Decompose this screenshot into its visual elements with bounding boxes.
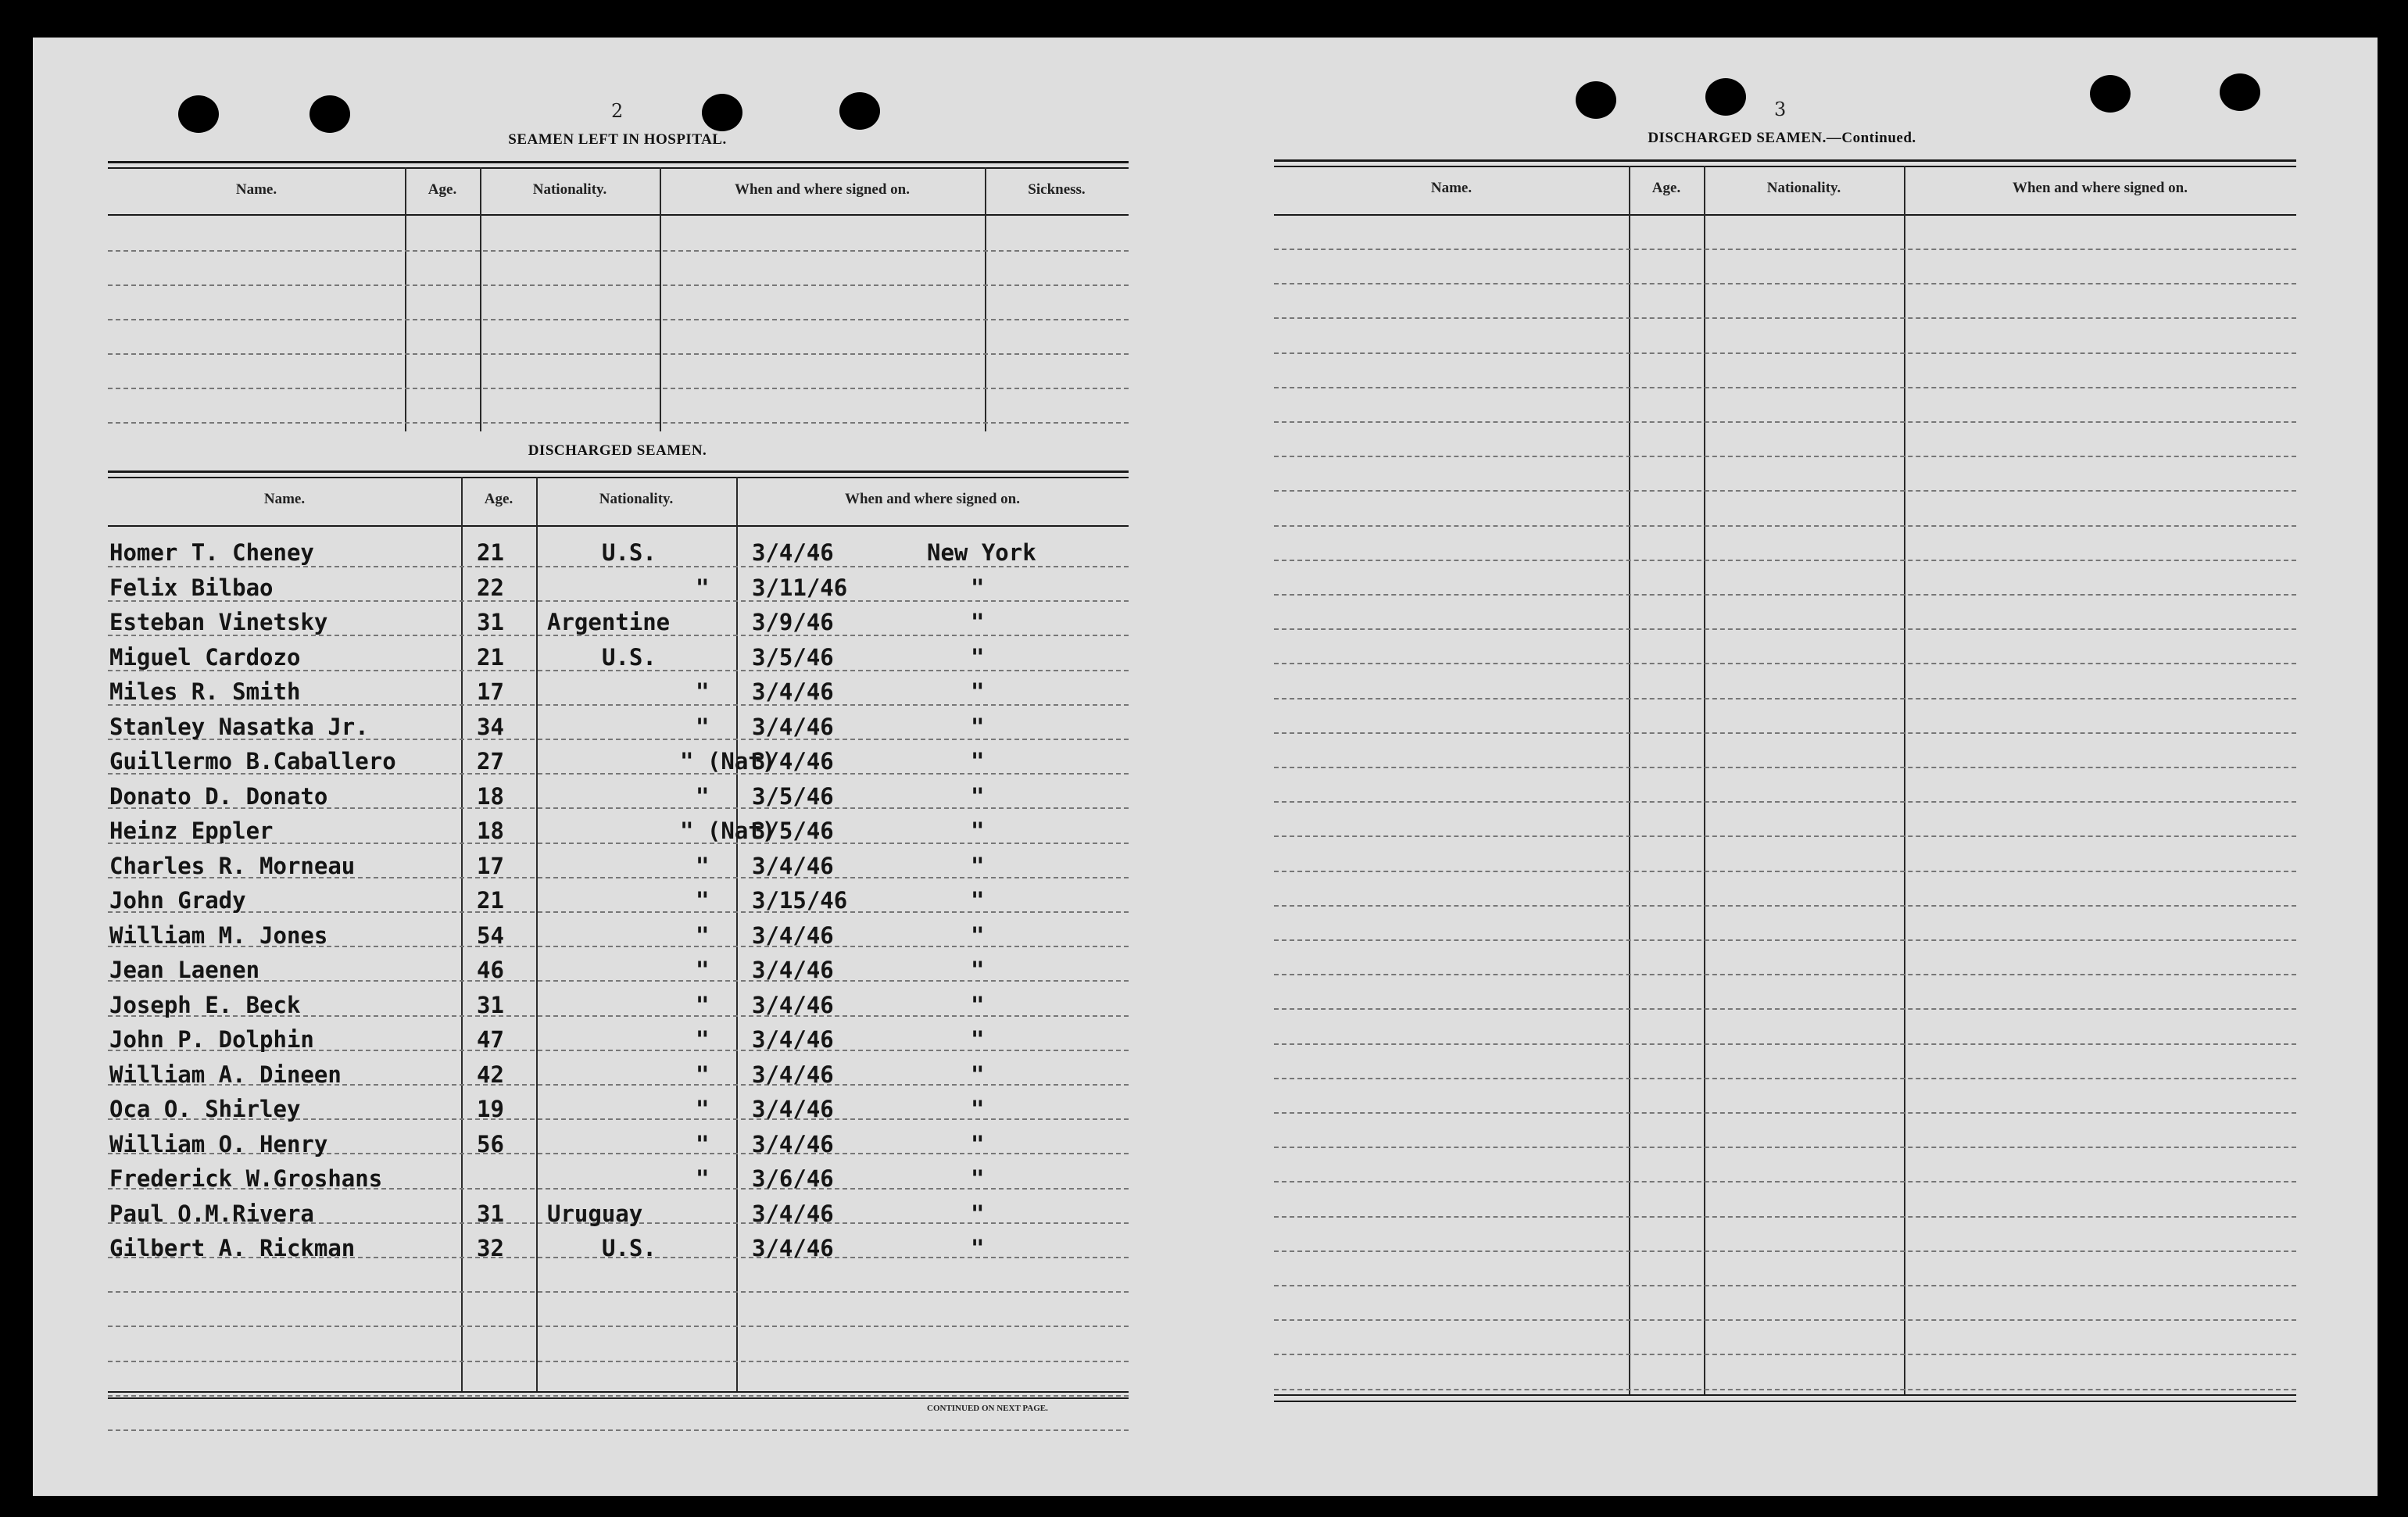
discharged-place-cell: " [971, 574, 985, 601]
row-line [1274, 283, 2296, 284]
discharged-date-cell: 3/4/46 [752, 1130, 834, 1157]
row-line [1274, 1043, 2296, 1045]
row-line [108, 250, 1129, 252]
discharged-place-cell: " [971, 748, 985, 775]
rule [108, 525, 1129, 527]
discharged-nationality-cell: U.S. [602, 539, 657, 566]
discharged-col-name: Name. [263, 491, 306, 507]
discharged-name-cell: Oca O. Shirley [109, 1096, 301, 1122]
discharged-nationality-cell: " [696, 1061, 710, 1088]
row-line [1274, 663, 2296, 664]
row-line [108, 319, 1129, 320]
discharged-name-cell: Joseph E. Beck [109, 991, 301, 1018]
discharged-col-signed-on: When and where signed on. [844, 491, 1020, 507]
row-line [1274, 974, 2296, 975]
row-line [1274, 1389, 2296, 1390]
discharged-place-cell: " [971, 609, 985, 635]
discharged-age-cell: 32 [477, 1235, 504, 1261]
row-line [108, 284, 1129, 286]
row-line [1274, 732, 2296, 734]
punch-hole [702, 94, 742, 131]
discharged-date-cell: 3/4/46 [752, 678, 834, 705]
row-line [1274, 801, 2296, 803]
discharged-age-cell: 18 [477, 782, 504, 810]
discharged-age-cell: 21 [477, 643, 504, 671]
discharged-age-cell: 31 [477, 609, 504, 635]
discharged-age-cell: 17 [477, 678, 504, 705]
punch-hole [1705, 78, 1746, 116]
hospital-col-name: Name. [235, 181, 277, 198]
discharged-date-cell: 3/4/46 [752, 748, 834, 775]
row-line [1274, 421, 2296, 423]
discharged-place-cell: " [971, 887, 985, 914]
discharged-col-age: Age. [484, 491, 513, 507]
discharged-place-cell: New York [927, 539, 1036, 566]
rule [1274, 1394, 2296, 1396]
discharged-name-cell: John Grady [109, 887, 246, 914]
row-line [1274, 1078, 2296, 1079]
discharged-age-cell: 17 [477, 852, 504, 879]
discharged-date-cell: 3/4/46 [752, 1061, 834, 1088]
discharged-place-cell: " [971, 1130, 985, 1157]
row-line [1274, 698, 2296, 699]
rule [1274, 159, 2296, 162]
discharged-age-cell: 47 [477, 1026, 504, 1053]
rule [736, 477, 738, 1391]
row-line [1274, 525, 2296, 527]
discharged-place-cell: " [971, 1026, 985, 1053]
punch-hole [1576, 81, 1616, 119]
discharged-nationality-cell: " [696, 1130, 710, 1157]
discharged-nationality-cell: Uruguay [547, 1200, 643, 1227]
discharged-nationality-cell: " (Nat) [680, 818, 776, 844]
discharged-date-cell: 3/15/46 [752, 887, 848, 914]
row-line [1274, 767, 2296, 768]
row-line [1274, 249, 2296, 250]
row-line [1274, 1319, 2296, 1321]
discharged-date-cell: 3/5/46 [752, 782, 834, 810]
rule [1274, 214, 2296, 216]
punch-hole [2220, 73, 2260, 111]
rule [108, 161, 1129, 163]
discharged-date-cell: 3/4/46 [752, 852, 834, 879]
rule [1629, 166, 1630, 1394]
row-line [108, 1429, 1129, 1431]
page-number-left: 2 [611, 100, 624, 122]
discharged-age-cell: 56 [477, 1130, 504, 1157]
discharged-name-cell: Charles R. Morneau [109, 852, 356, 879]
hospital-col-signed-on: When and where signed on. [734, 181, 910, 198]
rule [108, 477, 1129, 478]
row-line [1274, 387, 2296, 388]
discharged-nationality-cell: " [696, 678, 710, 705]
discharged-name-cell: Homer T. Cheney [109, 539, 314, 566]
discharged-age-cell: 18 [477, 818, 504, 844]
discharged-age-cell: 46 [477, 957, 504, 983]
discharged-section-title: DISCHARGED SEAMEN. [528, 442, 707, 459]
row-line [108, 1395, 1129, 1397]
punch-hole [2090, 75, 2131, 113]
discharged-nationality-cell: " [696, 713, 710, 740]
row-line [108, 1361, 1129, 1362]
row-line [1274, 1285, 2296, 1286]
discharged-place-cell: " [971, 991, 985, 1018]
discharged-age-cell: 21 [477, 887, 504, 914]
discharged-name-cell: Frederick W.Groshans [109, 1165, 383, 1192]
discharged-place-cell: " [971, 643, 985, 671]
discharged-name-cell: Donato D. Donato [109, 782, 328, 810]
row-line [1274, 1112, 2296, 1114]
rule [1704, 166, 1705, 1394]
row-line [108, 388, 1129, 389]
row-line [108, 566, 1129, 567]
discharged-place-cell: " [971, 852, 985, 879]
row-line [108, 1326, 1129, 1327]
discharged-place-cell: " [971, 1235, 985, 1261]
row-line [1274, 1250, 2296, 1252]
discharged-name-cell: William A. Dineen [109, 1061, 342, 1088]
discharged-name-cell: Jean Laenen [109, 957, 260, 983]
discharged-nationality-cell: " [696, 574, 710, 601]
discharged-date-cell: 3/4/46 [752, 957, 834, 983]
discharged-nationality-cell: " [696, 852, 710, 879]
discharged-place-cell: " [971, 713, 985, 740]
discharged-place-cell: " [971, 678, 985, 705]
rule [536, 477, 538, 1391]
discharged-age-cell: 27 [477, 748, 504, 775]
discharged-place-cell: " [971, 782, 985, 810]
discharged-name-cell: John P. Dolphin [109, 1026, 314, 1053]
discharged-place-cell: " [971, 1200, 985, 1227]
rule [985, 167, 986, 431]
discharged-date-cell: 3/9/46 [752, 609, 834, 635]
discharged-place-cell: " [971, 957, 985, 983]
hospital-col-sickness: Sickness. [1028, 181, 1086, 198]
discharged-nationality-cell: " [696, 921, 710, 949]
row-line [108, 422, 1129, 424]
punch-hole [839, 92, 880, 130]
rule [108, 214, 1129, 216]
discharged-date-cell: 3/4/46 [752, 539, 834, 566]
discharged-place-cell: " [971, 1096, 985, 1122]
row-line [108, 1291, 1129, 1293]
row-line [1274, 628, 2296, 630]
discharged-nationality-cell: " [696, 782, 710, 810]
continued-footer: CONTINUED ON NEXT PAGE. [927, 1404, 1048, 1413]
rule [108, 167, 1129, 169]
discharged-name-cell: Stanley Nasatka Jr. [109, 713, 369, 740]
rule [1274, 1401, 2296, 1402]
punch-hole [309, 95, 350, 133]
discharged-name-cell: William O. Henry [109, 1130, 328, 1157]
discharged-age-cell: 31 [477, 991, 504, 1018]
discharged-date-cell: 3/5/46 [752, 818, 834, 844]
row-line [108, 353, 1129, 355]
discharged-age-cell: 34 [477, 713, 504, 740]
discharged-nationality-cell: U.S. [602, 643, 657, 671]
discharged-place-cell: " [971, 818, 985, 844]
discharged-nationality-cell: " [696, 1165, 710, 1192]
row-line [1274, 456, 2296, 457]
discharged-name-cell: Heinz Eppler [109, 818, 274, 844]
discharged-nationality-cell: U.S. [602, 1235, 657, 1261]
rule [1274, 166, 2296, 167]
page-number-right: 3 [1774, 98, 1787, 120]
discharged-nationality-cell: " [696, 1026, 710, 1053]
row-line [1274, 871, 2296, 872]
discharged-date-cell: 3/4/46 [752, 1235, 834, 1261]
discharged-age-cell: 54 [477, 921, 504, 949]
row-line [1274, 905, 2296, 907]
discharged-date-cell: 3/4/46 [752, 991, 834, 1018]
row-line [1274, 594, 2296, 596]
discharged-date-cell: 3/6/46 [752, 1165, 834, 1192]
rule [108, 470, 1129, 473]
discharged-name-cell: William M. Jones [109, 921, 328, 949]
discharged-nationality-cell: " (Nat) [680, 748, 776, 775]
discharged-date-cell: 3/4/46 [752, 1096, 834, 1122]
discharged-date-cell: 3/4/46 [752, 713, 834, 740]
rule [405, 167, 406, 431]
hospital-section-title: SEAMEN LEFT IN HOSPITAL. [508, 131, 727, 148]
discharged-nationality-cell: Argentine [547, 609, 671, 635]
discharged-name-cell: Miles R. Smith [109, 678, 301, 705]
right-col-age: Age. [1651, 180, 1681, 196]
rule [108, 1397, 1129, 1399]
row-line [1274, 1181, 2296, 1182]
row-line [1274, 835, 2296, 837]
rule [1904, 166, 1905, 1394]
discharged-age-cell: 22 [477, 574, 504, 601]
rule [461, 477, 463, 1391]
discharged-nationality-cell: " [696, 957, 710, 983]
row-line [1274, 939, 2296, 941]
row-line [1274, 1354, 2296, 1355]
discharged-age-cell: 19 [477, 1096, 504, 1122]
discharged-nationality-cell: " [696, 991, 710, 1018]
row-line [1274, 317, 2296, 319]
right-page-title: DISCHARGED SEAMEN.—Continued. [1648, 130, 1916, 146]
discharged-name-cell: Paul O.M.Rivera [109, 1200, 314, 1227]
discharged-place-cell: " [971, 921, 985, 949]
rule [660, 167, 661, 431]
discharged-name-cell: Guillermo B.Caballero [109, 748, 396, 775]
row-line [1274, 560, 2296, 561]
discharged-date-cell: 3/4/46 [752, 1200, 834, 1227]
discharged-name-cell: Esteban Vinetsky [109, 609, 328, 635]
discharged-date-cell: 3/4/46 [752, 921, 834, 949]
discharged-col-nationality: Nationality. [599, 491, 674, 507]
discharged-place-cell: " [971, 1061, 985, 1088]
right-col-signed-on: When and where signed on. [2012, 180, 2188, 196]
discharged-nationality-cell: " [696, 1096, 710, 1122]
hospital-col-age: Age. [428, 181, 457, 198]
row-line [1274, 490, 2296, 492]
right-col-name: Name. [1430, 180, 1472, 196]
discharged-name-cell: Miguel Cardozo [109, 643, 301, 671]
row-line [1274, 352, 2296, 354]
row-line [1274, 1008, 2296, 1010]
discharged-date-cell: 3/11/46 [752, 574, 848, 601]
discharged-nationality-cell: " [696, 887, 710, 914]
rule [108, 1391, 1129, 1393]
discharged-place-cell: " [971, 1165, 985, 1192]
hospital-col-nationality: Nationality. [532, 181, 607, 198]
rule [480, 167, 481, 431]
discharged-age-cell: 21 [477, 539, 504, 566]
discharged-age-cell: 42 [477, 1061, 504, 1088]
right-col-nationality: Nationality. [1766, 180, 1841, 196]
discharged-date-cell: 3/5/46 [752, 643, 834, 671]
row-line [1274, 1147, 2296, 1148]
punch-hole [178, 95, 219, 133]
discharged-name-cell: Gilbert A. Rickman [109, 1235, 356, 1261]
discharged-name-cell: Felix Bilbao [109, 574, 274, 601]
discharged-date-cell: 3/4/46 [752, 1026, 834, 1053]
discharged-age-cell: 31 [477, 1200, 504, 1227]
row-line [1274, 1216, 2296, 1218]
